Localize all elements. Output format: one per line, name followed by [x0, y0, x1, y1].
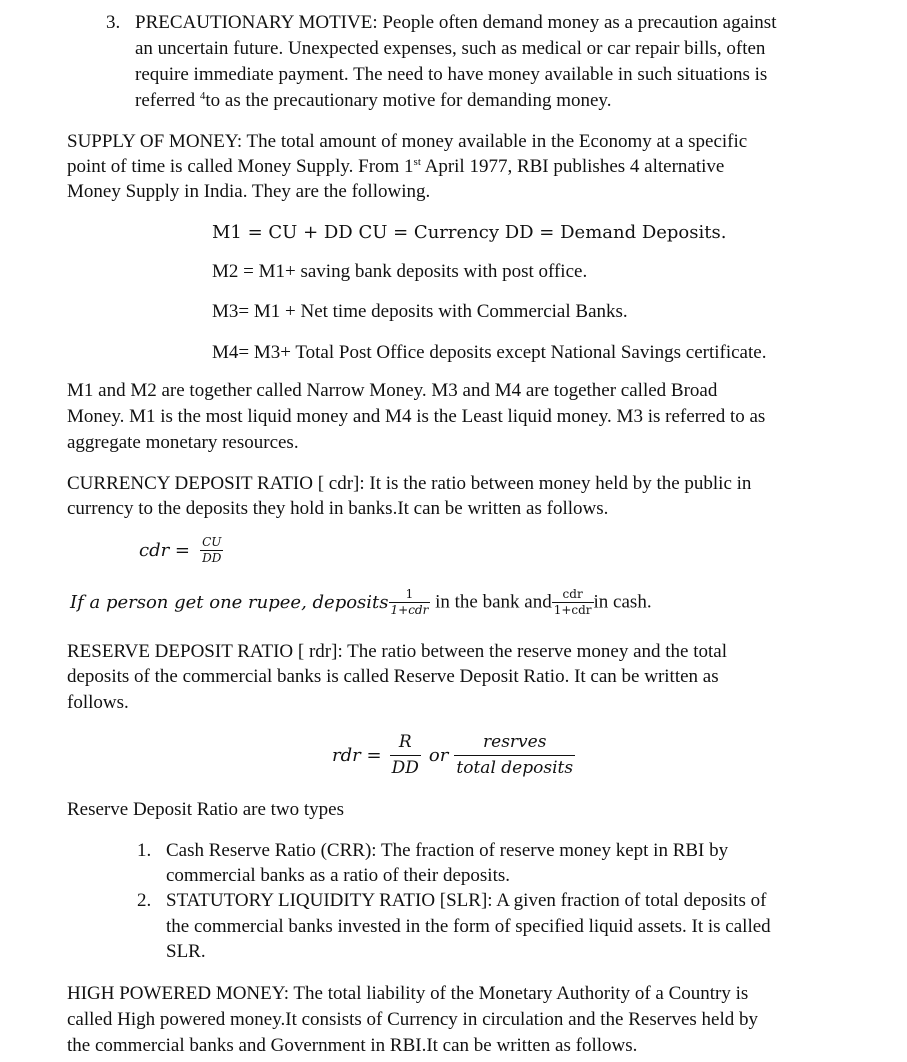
- cdr-formula: cdr = $\frac{CU}{DD}$: [139, 535, 222, 565]
- list-item-line: commercial banks as a ratio of their deposits.: [166, 865, 511, 886]
- rdr-formula: rdr = $\frac{R}{DD}$ or $\frac{\text{resrves}}{\text{total deposits}}$: [332, 732, 574, 778]
- m1-definition: M1 = CU + DD CU = Currency DD = Demand Deposits.: [212, 222, 727, 243]
- paragraph-line: the commercial banks and Government in RBI.It can be written as follows.: [67, 1035, 638, 1056]
- paragraph-line: an uncertain future. Unexpected expenses, such as medical or car repair bills, often: [135, 38, 766, 59]
- paragraph-line: currency to the deposits they hold in banks.It can be written as follows.: [67, 498, 609, 519]
- list-item-line: SLR.: [166, 941, 206, 962]
- paragraph-line: Money. M1 is the most liquid money and M4 is the Least liquid money. M3 is referred to as: [67, 406, 766, 427]
- paragraph-line: called High powered money.It consists of Currency in circulation and the Reserves held by: [67, 1009, 759, 1030]
- paragraph-line: follows.: [67, 692, 129, 713]
- paragraph-line: Reserve Deposit Ratio are two types: [67, 799, 345, 820]
- paragraph-line: CURRENCY DEPOSIT RATIO [ cdr]: It is the ratio between money held by the public in: [67, 473, 752, 494]
- paragraph-line: deposits of the commercial banks is called Reserve Deposit Ratio. It can be written as: [67, 666, 719, 687]
- list-item-line: Cash Reserve Ratio (CRR): The fraction of reserve money kept in RBI by: [166, 840, 729, 861]
- paragraph-line: aggregate monetary resources.: [67, 432, 299, 453]
- paragraph-line: RESERVE DEPOSIT RATIO [ rdr]: The ratio between the reserve money and the total: [67, 641, 727, 662]
- paragraph-line: M1 and M2 are together called Narrow Money. M3 and M4 are together called Broad: [67, 380, 718, 401]
- cdr-rupee-sentence: If a person get one rupee, deposits $\frac{1}{\text{1+cdr}}$ in the bank and $\frac{\text{cdr}}{\text{1+cdr}}$ in cash.: [70, 587, 652, 617]
- paragraph-line: point of time is called Money Supply. From 1st April 1977, RBI publishes 4 alternative: [67, 156, 725, 177]
- paragraph-line: referred $^4$to as the precautionary motive for demanding money.: [135, 90, 612, 111]
- paragraph-line: PRECAUTIONARY MOTIVE: People often demand money as a precaution against: [135, 12, 777, 33]
- m4-definition: M4= M3+ Total Post Office deposits except National Savings certificate.: [212, 342, 767, 363]
- m3-definition: M3= M1 + Net time deposits with Commercial Banks.: [212, 301, 628, 322]
- paragraph-line: require immediate payment. The need to have money available in such situations is: [135, 64, 768, 85]
- list-number: 1.: [137, 840, 152, 861]
- list-item-line: the commercial banks invested in the form of specified liquid assets. It is called: [166, 916, 771, 937]
- list-number: 2.: [137, 890, 152, 911]
- m2-definition: M2 = M1+ saving bank deposits with post office.: [212, 261, 588, 282]
- paragraph-line: SUPPLY OF MONEY: The total amount of money available in the Economy at a specific: [67, 131, 748, 152]
- list-number: 3.: [106, 12, 121, 33]
- paragraph-line: HIGH POWERED MONEY: The total liability of the Monetary Authority of a Country is: [67, 983, 749, 1004]
- footnote-marker: 4: [199, 90, 206, 102]
- list-item-line: STATUTORY LIQUIDITY RATIO [SLR]: A given fraction of total deposits of: [166, 890, 767, 911]
- paragraph-line: Money Supply in India. They are the following.: [67, 181, 431, 202]
